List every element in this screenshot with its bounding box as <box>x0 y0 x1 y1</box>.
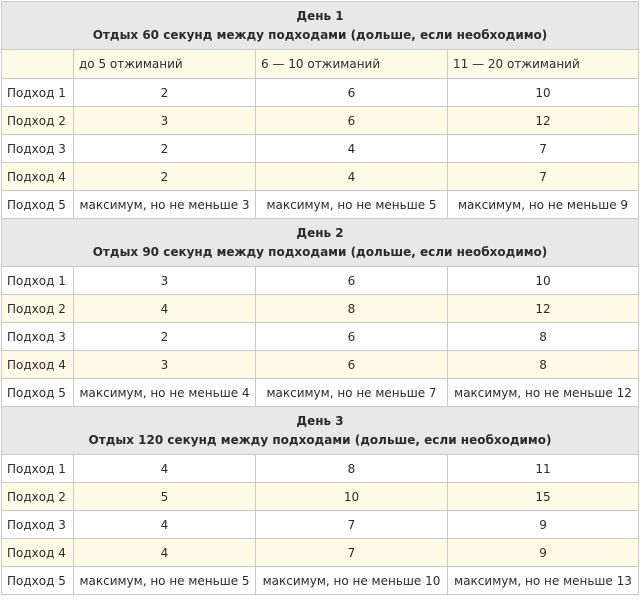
set-value: 2 <box>74 79 256 107</box>
set-row <box>2 351 639 379</box>
day-title: День 2 <box>296 226 344 240</box>
day-rest-note: Отдых 120 секунд между подходами (дольше, если необходимо) <box>88 433 552 447</box>
set-value: 5 <box>74 483 256 511</box>
set-value: максимум, но не меньше 3 <box>74 191 256 219</box>
day-header-row <box>2 2 639 50</box>
day-header <box>2 219 639 267</box>
day-title: День 3 <box>296 414 344 428</box>
set-label: Подход 4 <box>2 539 74 567</box>
column-header: до 5 отжиманий <box>74 50 256 79</box>
set-value: 2 <box>74 323 256 351</box>
set-value: максимум, но не меньше 7 <box>256 379 448 407</box>
day-header <box>2 2 639 50</box>
set-row <box>2 107 639 135</box>
set-value: 8 <box>448 351 639 379</box>
set-row <box>2 79 639 107</box>
set-value: 10 <box>256 483 448 511</box>
set-value: 12 <box>448 107 639 135</box>
set-value: максимум, но не меньше 13 <box>448 567 639 595</box>
set-value: 7 <box>448 135 639 163</box>
set-value: максимум, но не меньше 10 <box>256 567 448 595</box>
set-value: 8 <box>448 323 639 351</box>
set-value: максимум, но не меньше 9 <box>448 191 639 219</box>
day-header-row <box>2 219 639 267</box>
set-row <box>2 163 639 191</box>
set-value: 9 <box>448 539 639 567</box>
set-value: 10 <box>448 267 639 295</box>
set-label: Подход 2 <box>2 295 74 323</box>
column-header: 11 — 20 отжиманий <box>448 50 639 79</box>
set-label: Подход 3 <box>2 135 74 163</box>
set-label: Подход 5 <box>2 191 74 219</box>
day-rest-note: Отдых 60 секунд между подходами (дольше, если необходимо) <box>92 28 548 42</box>
set-label: Подход 2 <box>2 483 74 511</box>
set-value: 3 <box>74 351 256 379</box>
day-rest-note: Отдых 90 секунд между подходами (дольше, если необходимо) <box>92 245 548 259</box>
set-value: 4 <box>74 539 256 567</box>
set-label: Подход 1 <box>2 79 74 107</box>
day-title: День 1 <box>296 9 344 23</box>
set-value: 11 <box>448 455 639 483</box>
column-header-row <box>2 50 639 79</box>
set-value: 6 <box>256 351 448 379</box>
set-value: 3 <box>74 267 256 295</box>
set-value: 4 <box>74 295 256 323</box>
set-row <box>2 323 639 351</box>
set-value: 6 <box>256 323 448 351</box>
set-value: 6 <box>256 267 448 295</box>
set-value: 4 <box>256 135 448 163</box>
set-value: 4 <box>74 455 256 483</box>
set-value: 10 <box>448 79 639 107</box>
set-label: Подход 1 <box>2 267 74 295</box>
set-value: максимум, но не меньше 12 <box>448 379 639 407</box>
day-header-row <box>2 407 639 455</box>
set-value: 8 <box>256 455 448 483</box>
set-row <box>2 379 639 407</box>
set-value: 7 <box>256 539 448 567</box>
set-label: Подход 4 <box>2 351 74 379</box>
set-row <box>2 267 639 295</box>
set-label: Подход 5 <box>2 567 74 595</box>
set-row <box>2 295 639 323</box>
set-value: 15 <box>448 483 639 511</box>
set-value: 12 <box>448 295 639 323</box>
set-value: 7 <box>448 163 639 191</box>
set-value: 6 <box>256 107 448 135</box>
set-row <box>2 483 639 511</box>
set-row <box>2 511 639 539</box>
set-row <box>2 455 639 483</box>
set-value: 2 <box>74 135 256 163</box>
column-header-empty <box>2 50 74 79</box>
set-label: Подход 1 <box>2 455 74 483</box>
set-value: 6 <box>256 79 448 107</box>
set-label: Подход 2 <box>2 107 74 135</box>
set-value: максимум, но не меньше 4 <box>74 379 256 407</box>
set-label: Подход 3 <box>2 323 74 351</box>
set-row <box>2 567 639 595</box>
column-header: 6 — 10 отжиманий <box>256 50 448 79</box>
set-value: 9 <box>448 511 639 539</box>
set-value: 7 <box>256 511 448 539</box>
set-value: 4 <box>74 511 256 539</box>
set-label: Подход 4 <box>2 163 74 191</box>
set-row <box>2 539 639 567</box>
workout-table <box>1 1 639 595</box>
workout-table-body <box>2 2 639 595</box>
set-value: максимум, но не меньше 5 <box>74 567 256 595</box>
set-value: 4 <box>256 163 448 191</box>
set-row <box>2 135 639 163</box>
set-row <box>2 191 639 219</box>
set-value: 3 <box>74 107 256 135</box>
set-value: 2 <box>74 163 256 191</box>
set-value: 8 <box>256 295 448 323</box>
set-label: Подход 5 <box>2 379 74 407</box>
set-label: Подход 3 <box>2 511 74 539</box>
set-value: максимум, но не меньше 5 <box>256 191 448 219</box>
day-header <box>2 407 639 455</box>
